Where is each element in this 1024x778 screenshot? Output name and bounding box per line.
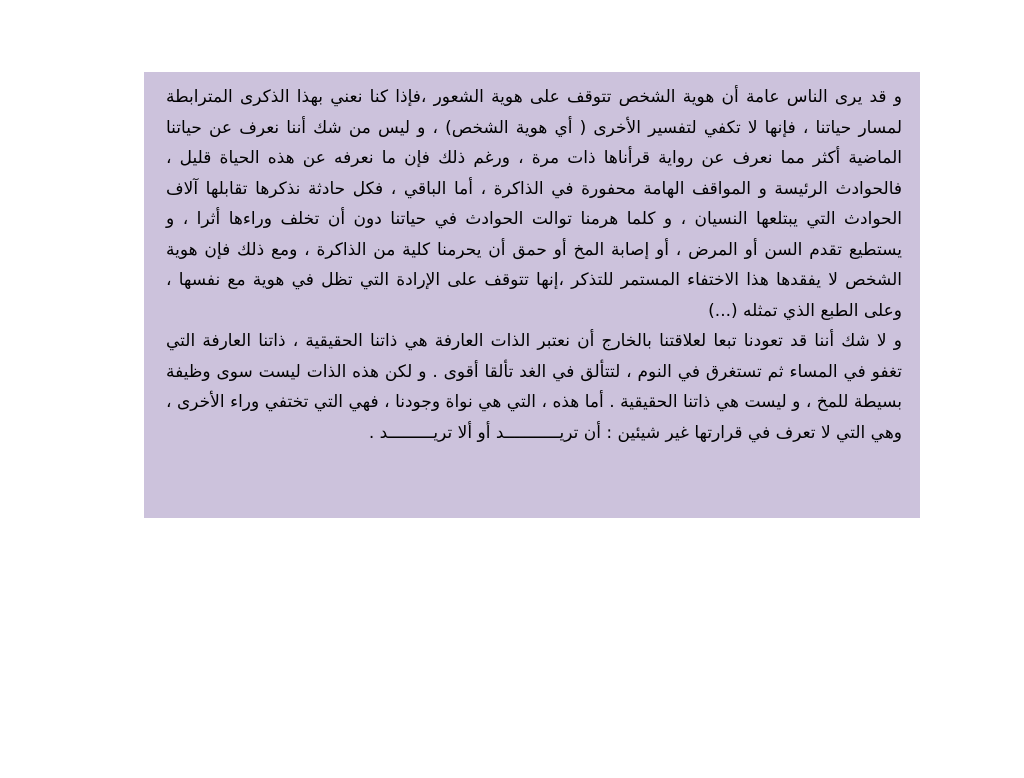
text-box [144, 72, 920, 518]
paragraph-2: و لا شك أننا قد تعودنا تبعا لعلاقتنا بالخارج أن نعتبر الذات العارفة هي ذاتنا الحقيقية ، ذاتنا العارفة التي تغفو في المساء ثم تستغرق في النوم ، لتتألق في الغد تألقا أقوى . و لكن هذه الذات ليست سوى وظيفة بسيطة للمخ ، و ليست هي ذاتنا الحقيقية . أما هذه ، التي هي نواة وجودنا ، فهي التي تختفي وراء الأخرى ، وهي التي لا تعرف في قرارتها غير شيئين : أن تريـــــــــــد أو ألا تريـــــــــد . [166, 331, 902, 443]
paragraph-1: و قد يرى الناس عامة أن هوية الشخص تتوقف على هوية الشعور ،فإذا كنا نعني بهذا الذكرى المترابطة لمسار حياتنا ، فإنها لا تكفي لتفسير الأخرى ( أي هوية الشخص) ، و ليس من شك أننا نعرف عن حياتنا الماضية أكثر مما نعرف عن رواية قرأناها ذات مرة ، ورغم ذلك فإن ما نعرفه عن هذه الحياة قليل ، فالحوادث الرئيسة و المواقف الهامة محفورة في الذاكرة ، أما الباقي ، فكل حادثة نذكرها تقابلها آلاف الحوادث التي يبتلعها النسيان ، و كلما هرمنا توالت الحوادث في حياتنا دون أن تخلف وراءها أثرا ، و يستطيع تقدم السن أو المرض ، أو إصابة المخ أو حمق أن يحرمنا كلية من الذاكرة ، ومع ذلك فإن هوية الشخص لا يفقدها هذا الاختفاء المستمر للتذكر ،إنها تتوقف على الإرادة التي تظل في هوية مع نفسها ، وعلى الطبع الذي تمثله (...) [166, 87, 902, 321]
